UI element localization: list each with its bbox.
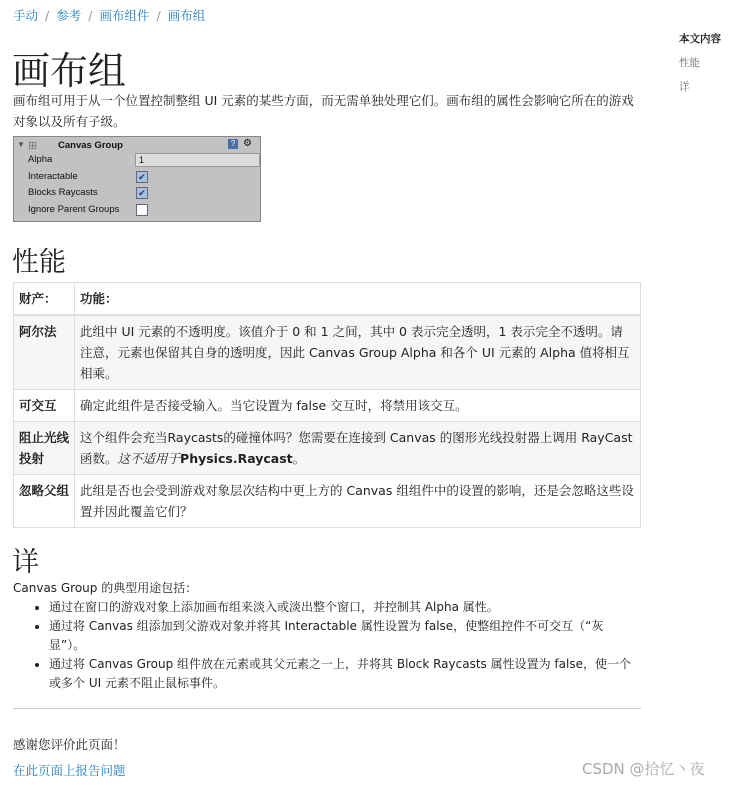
page-title: 画布组 [12, 49, 127, 93]
description-end: 。 [292, 451, 306, 466]
property-description: 此组中 UI 元素的不透明度。该值介于 0 和 1 之间，其中 0 表示完全透明，1 表示完全不透明。请注意，元素也保留其自身的透明度，因此 Canvas Group Alpha 和各个 UI 元素的 Alpha 值将相互相乘。 [75, 315, 641, 390]
breadcrumb-separator: / [45, 8, 50, 23]
property-description: 此组是否也会受到游戏对象层次结构中更上方的 Canvas 组组件中的设置的影响，还是会忽略这些设置并因此覆盖它们？ [75, 475, 641, 528]
details-list [13, 598, 639, 693]
breadcrumb-manual[interactable]: 手动 [13, 8, 39, 23]
description-italic: 这不适用于 [117, 451, 181, 466]
table-of-contents [679, 31, 721, 103]
table-row [14, 475, 641, 528]
inspector-header: Canvas Group [58, 140, 123, 151]
property-name: 忽略父组 [14, 475, 75, 528]
gear-icon: ⚙ [243, 138, 252, 149]
property-name: 阻止光线投射 [14, 422, 75, 475]
table-row [14, 422, 641, 475]
description-text: 这个组件会充当Raycasts的碰撞体吗？您需要在连接到 Canvas 的图形光线投射器上调用 RayCast 函数。 [80, 430, 633, 466]
property-name: 可交互 [14, 390, 75, 422]
table-row [14, 315, 641, 390]
property-name: 阿尔法 [14, 315, 75, 390]
divider [13, 708, 641, 709]
toc-item-performance[interactable]: 性能 [679, 57, 700, 69]
breadcrumb-separator: / [88, 8, 93, 23]
report-problem-link[interactable]: 在此页面上报告问题 [13, 763, 126, 778]
details-heading: 详 [12, 547, 39, 578]
toc-item-details[interactable]: 详 [679, 81, 690, 93]
canvas-group-inspector-image [13, 136, 261, 222]
breadcrumb-canvas-group[interactable]: 画布组 [167, 8, 206, 23]
property-description [75, 422, 641, 475]
properties-table [13, 282, 641, 528]
table-row [14, 390, 641, 422]
feedback-thanks: 感谢您评价此页面！ [13, 737, 126, 752]
description-bold: Physics.Raycast [180, 451, 293, 466]
header-function: 功能： [75, 283, 641, 316]
breadcrumb-reference[interactable]: 参考 [56, 8, 82, 23]
blocks-raycasts-checkbox: ✔ [136, 187, 148, 199]
header-property: 财产： [14, 283, 75, 316]
alpha-field: 1 [135, 153, 260, 167]
interactable-checkbox: ✔ [136, 171, 148, 183]
performance-heading: 性能 [12, 247, 66, 278]
blocks-raycasts-label: Blocks Raycasts [28, 187, 98, 198]
breadcrumb-canvas-components[interactable]: 画布组件 [99, 8, 150, 23]
list-item: • 通过将 Canvas 组添加到父游戏对象并将其 Interactable 属性设置为 false，使整组控件不可交互（“灰显”）。 [49, 617, 639, 655]
help-icon: ? [228, 139, 238, 149]
table-header-row [14, 283, 641, 316]
foldout-triangle-icon: ▼ [17, 140, 25, 149]
component-icon: ⊞ [28, 140, 38, 152]
ignore-parent-groups-checkbox [136, 204, 148, 216]
breadcrumb-separator: / [156, 8, 161, 23]
list-item: • 通过将 Canvas Group 组件放在元素或其父元素之一上，并将其 Block Raycasts 属性设置为 false，使一个或多个 UI 元素不阻止鼠标事件。 [49, 655, 639, 693]
breadcrumb [13, 6, 205, 24]
ignore-parent-groups-label: Ignore Parent Groups [28, 204, 120, 215]
watermark: CSDN @拾忆丶夜 [582, 760, 705, 778]
toc-title: 本文内容 [679, 33, 721, 45]
details-lead: Canvas Group 的典型用途包括： [13, 581, 198, 595]
alpha-label: Alpha [28, 154, 53, 165]
list-item: • 通过在窗口的游戏对象上添加画布组来淡入或淡出整个窗口，并控制其 Alpha 属性。 [49, 598, 639, 617]
intro-text: 画布组可用于从一个位置控制整组 UI 元素的某些方面，而无需单独处理它们。画布组的属性会影响它所在的游戏对象以及所有子级。 [13, 93, 634, 129]
interactable-label: Interactable [28, 171, 78, 182]
property-description: 确定此组件是否接受输入。当它设置为 false 交互时，将禁用该交互。 [75, 390, 641, 422]
